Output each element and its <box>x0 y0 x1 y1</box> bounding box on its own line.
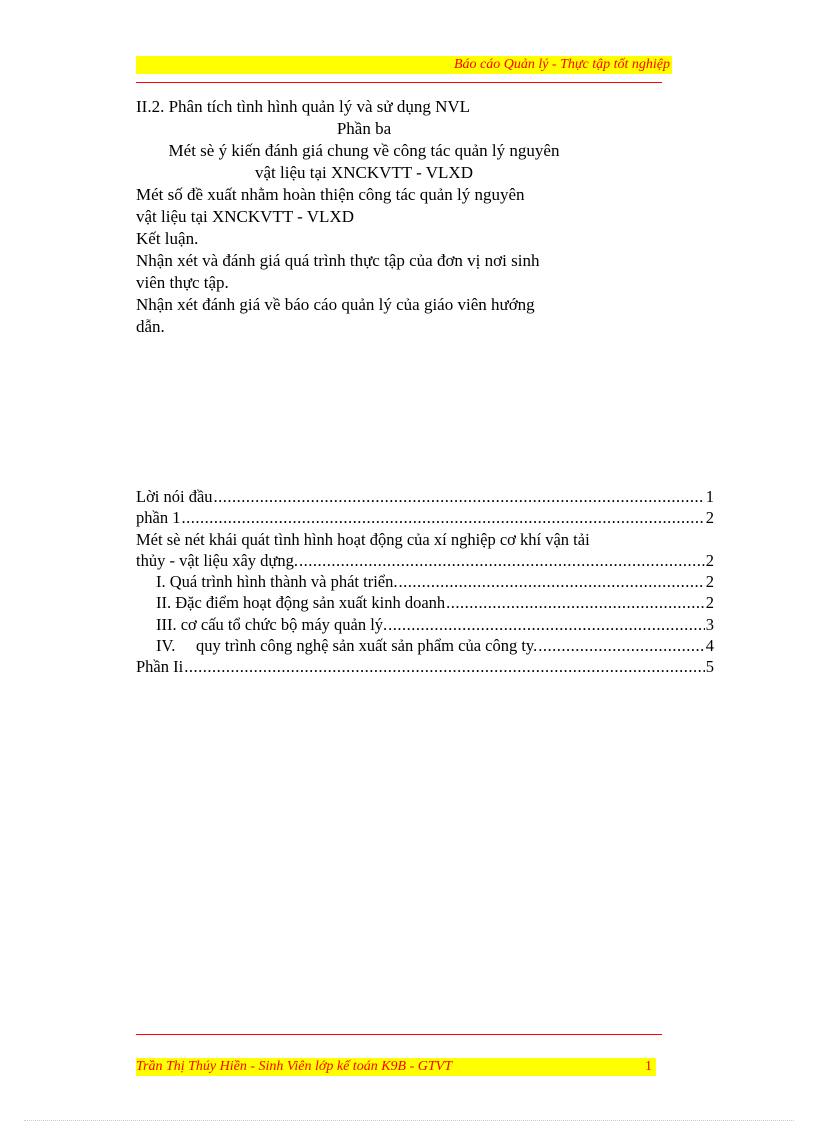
header-rule <box>136 82 662 83</box>
toc-entry-section-4[interactable] <box>136 635 714 656</box>
table-of-contents <box>136 486 714 678</box>
toc-entry-title: II. Đặc điểm hoạt động sản xuất kinh doanh <box>156 593 446 613</box>
toc-dot-leader <box>184 656 705 677</box>
toc-page-number: 2 <box>705 508 714 528</box>
outline-line: Mét số đề xuất nhằm hoàn thiện công tác quản lý nguyên <box>136 185 525 204</box>
toc-page-number: 2 <box>705 550 714 570</box>
toc-page-number: 3 <box>705 614 714 634</box>
toc-entry-title: thủy - vật liệu xây dựng. <box>136 550 298 570</box>
toc-entry-loi-noi-dau[interactable] <box>136 486 714 507</box>
toc-dot-leader <box>446 592 705 613</box>
outline-line: dẫn. <box>136 317 165 336</box>
footer-page-number: 1 <box>645 1059 652 1074</box>
toc-dot-leader <box>181 507 704 528</box>
header-text: Báo cáo Quản lý - Thực tập tốt nghiệp <box>453 57 670 72</box>
toc-dot-leader <box>299 550 705 571</box>
outline-line: Nhận xét đánh giá về báo cáo quản lý của giáo viên hướng <box>136 295 535 314</box>
outline-line: II.2. Phân tích tình hình quản lý và sử dụng NVL <box>136 97 471 116</box>
outline-line: Kết luận. <box>136 229 199 248</box>
toc-entry-phan-2[interactable] <box>136 656 714 677</box>
toc-entry-numeral: IV. <box>156 636 176 656</box>
outline-text-block <box>136 96 596 338</box>
toc-dot-leader <box>388 614 705 635</box>
toc-entry-title: III. cơ cấu tổ chức bộ máy quản lý. <box>156 614 388 634</box>
toc-dot-leader <box>398 571 704 592</box>
outline-line: vật liệu tại XNCKVTT - VLXD <box>255 163 473 182</box>
page-header <box>136 56 672 74</box>
toc-page-number: 2 <box>705 593 714 613</box>
page-footer <box>136 1058 656 1076</box>
toc-entry-title: Phần Ii <box>136 657 184 677</box>
outline-line: Mét sè ý kiến đánh giá chung về công tác quản lý nguyên <box>168 141 560 160</box>
outline-line: viên thực tập. <box>136 273 229 292</box>
outline-line: Nhận xét và đánh giá quá trình thực tập của đơn vị nơi sinh <box>136 251 540 270</box>
toc-entry-overview-line[interactable]: Mét sè nét khái quát tình hình hoạt động của xí nghiệp cơ khí vận tải <box>136 529 590 549</box>
toc-entry-title: Lời nói đầu <box>136 487 213 506</box>
toc-page-number: 5 <box>705 657 714 677</box>
toc-dot-leader <box>214 486 705 507</box>
toc-page-number: 4 <box>705 636 714 656</box>
toc-entry-title: I. Quá trình hình thành và phát triển. <box>156 572 398 592</box>
toc-page-number: 1 <box>705 487 714 506</box>
toc-entry-section-1[interactable] <box>136 571 714 592</box>
footer-author-text: Trần Thị Thúy Hiền - Sinh Viên lớp kế toán K9B - GTVT <box>136 1059 452 1074</box>
footer-rule <box>136 1034 662 1035</box>
toc-entry-phan-1[interactable] <box>136 507 714 528</box>
outline-line-part-title: Phần ba <box>336 119 392 138</box>
toc-entry-section-3[interactable] <box>136 614 714 635</box>
outline-line: vật liệu tại XNCKVTT - VLXD <box>136 207 354 226</box>
toc-entry-title-text: quy trình công nghệ sản xuất sản phẩm của công ty. <box>196 636 538 656</box>
toc-entry-title <box>156 635 537 656</box>
toc-dot-leader <box>538 635 705 656</box>
toc-page-number: 2 <box>705 572 714 592</box>
toc-entry-title: phần 1 <box>136 508 181 528</box>
page-edge-divider <box>24 1120 794 1121</box>
toc-entry-overview[interactable] <box>136 550 714 571</box>
toc-entry-section-2[interactable] <box>136 592 714 613</box>
